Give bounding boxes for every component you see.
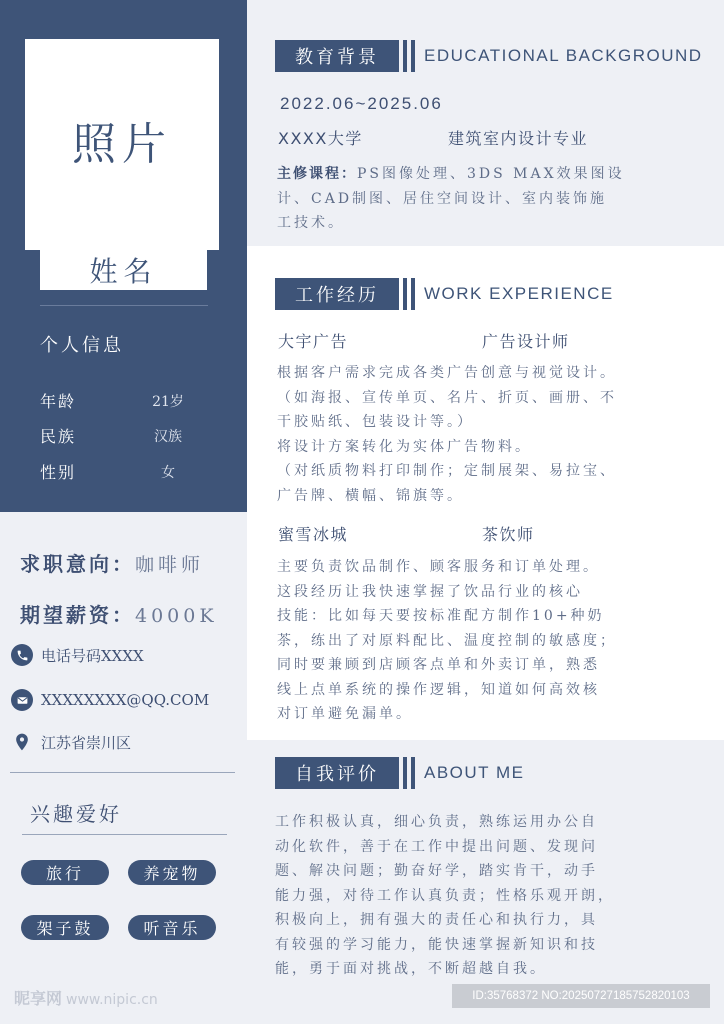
address-text: 江苏省崇川区 (41, 733, 132, 752)
about-line: 题、解决问题；勤奋好学，踏实肯干，动手 (275, 863, 598, 879)
info-label: 民族 (40, 427, 77, 446)
position-name: 茶饮师 (482, 525, 535, 544)
watermark-site-name: 昵享网 (14, 989, 63, 1008)
description-line: 同时要兼顾到店顾客点单和外卖订单，熟悉 (277, 657, 600, 673)
divider (40, 305, 208, 306)
about-line: 能，勇于面对挑战，不断超越自我。 (275, 961, 547, 977)
header-bar (403, 757, 407, 789)
info-value: 女 (161, 465, 175, 481)
description-line: （如海报、宣传单页、名片、折页、画册、不 (277, 389, 617, 406)
description-line: 将设计方案转化为实体广告物料。 (277, 438, 532, 455)
hobby-tag: 听音乐 (128, 915, 216, 940)
description-line: 对订单避免漏单。 (277, 706, 413, 722)
info-value: 汉族 (154, 429, 182, 445)
description-line: 主要负责饮品制作、顾客服务和订单处理。 (277, 559, 600, 575)
courses-label: 主修课程： (277, 166, 357, 182)
info-row-ethnicity (40, 424, 210, 446)
personal-info-title: 个人信息 (40, 335, 124, 356)
about-line: 工作积极认真，细心负责，熟练运用办公自 (275, 814, 598, 830)
hobbies-title: 兴趣爱好 (30, 802, 122, 826)
hobby-tag: 旅行 (21, 860, 109, 885)
about-title-cn: 自我评价 (275, 757, 399, 789)
job-intent (20, 548, 204, 577)
watermark-site (14, 986, 158, 1009)
education-school-row (278, 126, 589, 148)
courses-line: 计、CAD制图、居住空间设计、室内装饰施 (277, 190, 608, 207)
company-name: 蜜雪冰城 (278, 525, 349, 544)
info-row-gender (40, 460, 210, 482)
description-line: 广告牌、横幅、锦旗等。 (277, 487, 464, 504)
description-line: 技能：比如每天要按标准配方制作10+种奶 (277, 608, 605, 624)
description-line: 线上点单系统的操作逻辑，知道如何高效核 (277, 681, 600, 698)
job-intent-label: 求职意向： (20, 552, 135, 576)
description-line: 茶，练出了对原料配比、温度控制的敏感度； (277, 632, 617, 649)
about-title-en: ABOUT ME (424, 763, 525, 782)
expected-salary-label: 期望薪资： (20, 603, 135, 627)
info-label: 性别 (40, 463, 77, 482)
phone-icon (11, 644, 33, 666)
job-description (277, 361, 617, 508)
header-bar (403, 40, 407, 72)
work-title-en: WORK EXPERIENCE (424, 284, 614, 303)
header-bar (411, 40, 415, 72)
description-line: 根据客户需求完成各类广告创意与视觉设计。 (277, 365, 617, 381)
education-header (275, 40, 703, 72)
contact-phone[interactable] (11, 643, 144, 667)
header-bar (403, 278, 407, 310)
info-label: 年龄 (40, 392, 77, 411)
photo-placeholder[interactable] (25, 39, 219, 250)
contact-email[interactable] (11, 688, 209, 712)
candidate-name: 姓名 (89, 255, 158, 288)
divider (22, 834, 227, 835)
hobby-tag: 架子鼓 (21, 915, 109, 940)
job-title-row (278, 329, 570, 351)
school-name: XXXX大学 (278, 129, 363, 148)
company-name: 大宇广告 (278, 332, 349, 351)
education-period: 2022.06~2025.06 (280, 94, 443, 113)
about-paragraph (275, 810, 615, 982)
watermark-site-url: www.nipic.cn (66, 992, 158, 1008)
email-text: XXXXXXXX@QQ.COM (41, 691, 210, 709)
job-title-row (278, 522, 535, 544)
mail-icon (11, 689, 33, 711)
education-title-en: EDUCATIONAL BACKGROUND (424, 46, 703, 65)
major-name: 建筑室内设计专业 (448, 129, 589, 148)
expected-salary (20, 599, 218, 628)
expected-salary-value: 4000K (135, 605, 218, 627)
education-title-cn: 教育背景 (275, 40, 399, 72)
hobby-tag: 养宠物 (128, 860, 216, 885)
courses-paragraph (277, 162, 625, 236)
watermark-id: ID:35768372 NO:20250727185752820103 (452, 984, 710, 1008)
courses-line: PS图像处理、3DS MAX效果图设 (357, 166, 625, 182)
work-title-cn: 工作经历 (275, 278, 399, 310)
about-line: 积极向上，拥有强大的责任心和执行力，具 (275, 912, 598, 928)
courses-line: 工技术。 (277, 215, 345, 231)
about-line: 能力强，对待工作认真负责；性格乐观开朗， (275, 887, 615, 904)
sidebar-contact-panel (0, 512, 247, 1024)
about-header (275, 757, 695, 789)
position-name: 广告设计师 (482, 332, 570, 351)
work-header (275, 278, 695, 310)
job-intent-value: 咖啡师 (135, 554, 205, 576)
about-line: 有较强的学习能力，能快速掌握新知识和技 (275, 936, 598, 953)
divider (10, 772, 235, 773)
name-plate (40, 250, 207, 290)
description-line: 干胶贴纸、包装设计等。） (277, 414, 474, 430)
description-line: 这段经历让我快速掌握了饮品行业的核心 (277, 583, 583, 600)
contact-address (11, 730, 131, 754)
about-line: 动化软件，善于在工作中提出问题、发现问 (275, 838, 598, 855)
phone-text: 电话号码XXXX (41, 646, 144, 665)
info-row-age (40, 389, 210, 411)
description-line: （对纸质物料打印制作；定制展架、易拉宝、 (277, 463, 617, 479)
header-bar (411, 757, 415, 789)
header-bar (411, 278, 415, 310)
info-value: 21岁 (152, 394, 184, 410)
photo-label: 照片 (72, 118, 172, 170)
location-pin-icon (11, 731, 33, 753)
job-description (277, 555, 617, 727)
